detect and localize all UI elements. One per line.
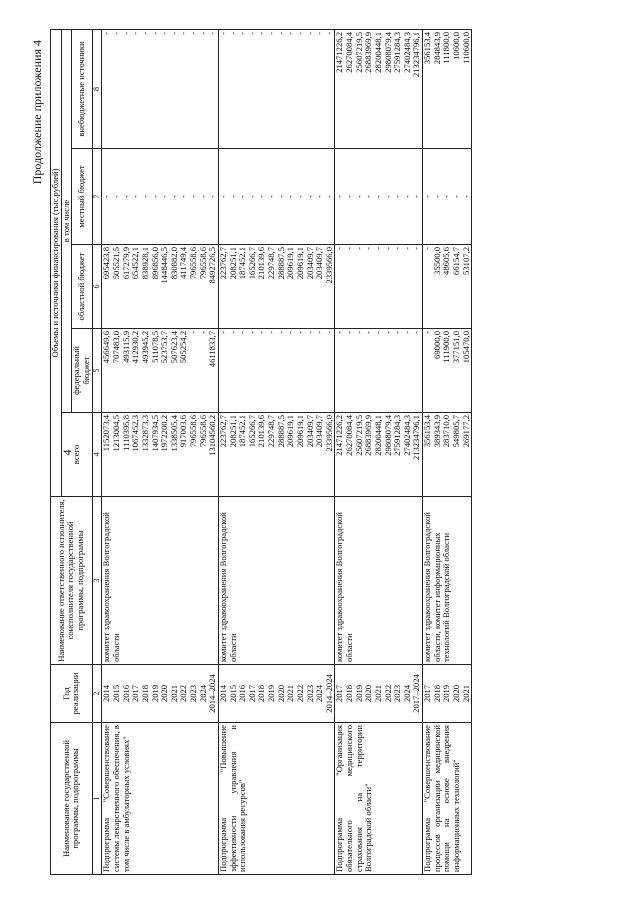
cell-value: 26270084,4 <box>344 415 355 456</box>
table-body <box>102 29 472 874</box>
cell-value: 209619,1 <box>285 415 296 448</box>
cell-value: - <box>178 195 189 198</box>
header-local: местный бюджет <box>72 149 92 245</box>
cell-value: - <box>266 195 277 198</box>
cell-value: 203409,7 <box>314 247 325 280</box>
cell-value: 203409,7 <box>304 415 315 448</box>
cell-value: 105470,0 <box>460 331 471 364</box>
cell-value: 21471226,2 <box>334 415 345 456</box>
cell-value: 2018 <box>139 684 150 703</box>
cell-value: - <box>101 195 112 198</box>
cell-value: 288887,5 <box>275 247 286 280</box>
cell-value: - <box>363 195 374 198</box>
cell-value: - <box>401 247 412 250</box>
continuation-note: Продолжение приложения 4 <box>30 40 44 185</box>
cell-value: 2017 <box>422 684 433 703</box>
cell-value: 377151,0 <box>450 331 461 364</box>
cell-value: 2020 <box>450 684 461 703</box>
cell-value: - <box>382 195 393 198</box>
cell-value: 26883969,9 <box>363 31 374 73</box>
cell-value: 48605,6 <box>441 247 452 275</box>
year-cell <box>102 665 219 723</box>
cell-value: 27591284,3 <box>392 415 403 456</box>
cell-value: 187452,1 <box>237 247 248 280</box>
cell-value: 35500,0 <box>431 247 442 275</box>
cell-value: 2017–2024 <box>411 674 422 713</box>
cell-value: - <box>422 331 433 334</box>
cell-value: - <box>149 195 160 198</box>
cell-value: - <box>392 331 403 334</box>
cell-value: 69000,0 <box>431 331 442 359</box>
page-number: 4 <box>60 449 74 456</box>
cell-value: - <box>207 31 218 35</box>
cell-value: 1067452,3 <box>130 415 141 452</box>
executor-cell: комитет здравоохранения Волгоградской области <box>335 497 423 665</box>
cell-value: 4611833,7 <box>207 331 218 368</box>
cell-value: - <box>411 331 422 334</box>
cell-value: 2014–2024 <box>323 674 334 713</box>
cell-value: 213234796,1 <box>411 31 422 78</box>
cell-value: - <box>197 195 208 198</box>
column-number: 3 <box>92 497 102 665</box>
cell-value: - <box>353 195 364 198</box>
cell-value: - <box>411 247 422 250</box>
header-year: Год реализации <box>51 665 93 723</box>
total-cell <box>102 413 219 497</box>
header-program: Наименование государственной программы, подпрограммы <box>51 723 93 875</box>
cell-value: - <box>217 195 228 198</box>
cell-value: 456649,6 <box>101 331 112 364</box>
cell-value: - <box>130 31 141 35</box>
cell-value: - <box>159 31 170 35</box>
cell-value: - <box>382 247 393 250</box>
cell-value: 523753,7 <box>159 331 170 364</box>
cell-value: 917003,6 <box>178 415 189 448</box>
cell-value: 209619,1 <box>294 247 305 280</box>
executor-cell: комитет здравоохранения Волгоградской области <box>218 497 335 665</box>
cell-value: - <box>314 331 325 334</box>
total-cell <box>218 413 335 497</box>
cell-value: 549805,7 <box>450 415 461 448</box>
cell-value: - <box>323 195 334 198</box>
cell-value: 412930,2 <box>130 331 141 364</box>
cell-value: - <box>285 31 296 35</box>
cell-value: 2339566,0 <box>323 415 334 452</box>
column-number: 6 <box>92 245 102 329</box>
table-row <box>423 29 472 874</box>
cell-value: - <box>237 331 248 334</box>
cell-value: - <box>197 31 208 35</box>
cell-value: - <box>334 331 345 334</box>
cell-value: 2014–2024 <box>207 674 218 713</box>
cell-value: - <box>460 195 471 198</box>
cell-value: 505521,5 <box>111 247 122 280</box>
header-total: всего <box>61 413 92 497</box>
cell-value: 165266,7 <box>246 415 257 448</box>
total-cell <box>423 413 472 497</box>
cell-value: 2024 <box>314 684 325 703</box>
cell-value: 111800,0 <box>441 31 452 64</box>
header-extra: внебюджетные источники <box>72 29 92 148</box>
federal-cell <box>218 329 335 413</box>
cell-value: 511078,5 <box>149 331 160 363</box>
cell-value: 896856,0 <box>149 247 160 280</box>
cell-value: 2019 <box>441 684 452 703</box>
regional-cell <box>423 245 472 329</box>
cell-value: 2339566,0 <box>323 247 334 284</box>
cell-value: - <box>246 195 257 198</box>
cell-value: - <box>441 195 452 198</box>
local-cell <box>102 149 219 245</box>
cell-value: 2018 <box>256 684 267 703</box>
cell-value: 210139,6 <box>256 247 267 280</box>
header-federal: федеральный бюджет <box>72 329 92 413</box>
cell-value: 411749,4 <box>178 247 189 279</box>
program-name-cell: Подпрограмма "Совершенствование системы лекарственного обеспечения, в том числе в амбулаторных условиях" <box>102 723 219 875</box>
regional-cell <box>102 245 219 329</box>
cell-value: 26270084,4 <box>344 31 355 73</box>
cell-value: 25607219,5 <box>353 415 364 456</box>
cell-value: 2016 <box>120 684 131 703</box>
cell-value: 1338505,4 <box>168 415 179 452</box>
cell-value: 2014 <box>217 684 228 703</box>
cell-value: - <box>275 31 286 35</box>
cell-value: - <box>101 31 112 35</box>
column-number: 5 <box>92 329 102 413</box>
cell-value: 2014 <box>101 684 112 703</box>
cell-value: 493115,9 <box>120 331 131 363</box>
year-cell <box>335 665 423 723</box>
cell-value: 1110395,8 <box>120 415 131 451</box>
cell-value: - <box>256 195 267 198</box>
regional-cell <box>335 245 423 329</box>
cell-value: 2020 <box>363 684 374 703</box>
cell-value: 2024 <box>401 684 412 703</box>
cell-value: - <box>246 31 257 35</box>
cell-value: 2024 <box>197 684 208 703</box>
cell-value: 1152073,4 <box>101 415 112 452</box>
cell-value: - <box>304 31 315 35</box>
cell-value: 210139,6 <box>256 415 267 448</box>
cell-value: 203409,7 <box>304 247 315 280</box>
year-cell <box>423 665 472 723</box>
cell-value: - <box>246 331 257 334</box>
cell-value: 830882,0 <box>168 247 179 280</box>
cell-value: - <box>334 195 345 198</box>
cell-value: 2020 <box>275 684 286 703</box>
cell-value: 208251,1 <box>227 415 238 448</box>
cell-value: 2015 <box>111 684 122 703</box>
extra-cell <box>423 29 472 148</box>
cell-value: 208251,1 <box>227 247 238 280</box>
cell-value: 29808079,4 <box>382 415 393 456</box>
cell-value: 27591284,3 <box>392 31 403 73</box>
cell-value: - <box>227 331 238 334</box>
cell-value: - <box>363 247 374 250</box>
cell-value: - <box>188 195 199 198</box>
cell-value: - <box>304 195 315 198</box>
cell-value: 2017 <box>246 684 257 703</box>
cell-value: - <box>323 31 334 35</box>
cell-value: - <box>256 31 267 35</box>
executor-cell: комитет здравоохранения Волгоградской области, комитет информационных технологий Волгоградской области <box>423 497 472 665</box>
cell-value: - <box>422 195 433 198</box>
cell-value: 203409,7 <box>314 415 325 448</box>
cell-value: 29808079,4 <box>382 31 393 73</box>
cell-value: 2023 <box>304 684 315 703</box>
cell-value: - <box>217 331 228 334</box>
cell-value: - <box>207 195 218 198</box>
header-funding-group: Объемы и источники финансирования (тыс.рублей) <box>51 29 62 496</box>
table-row <box>218 29 335 874</box>
local-cell <box>335 149 423 245</box>
cell-value: 8492726,5 <box>207 247 218 284</box>
extra-cell <box>102 29 219 148</box>
cell-value: 28200448,1 <box>372 415 383 456</box>
cell-value: 187452,1 <box>237 415 248 448</box>
cell-value: - <box>139 31 150 35</box>
cell-value: 284843,9 <box>431 31 442 65</box>
cell-value: 209619,1 <box>294 415 305 448</box>
cell-value: 707483,0 <box>111 331 122 364</box>
cell-value: 21471226,2 <box>334 31 345 73</box>
cell-value: 389343,9 <box>431 415 442 448</box>
cell-value: - <box>217 31 228 35</box>
cell-value: - <box>382 331 393 334</box>
cell-value: - <box>422 247 433 250</box>
program-name-cell: Подпрограмма "Совершенствование процессов организации медицинской помощи на основе внедрения информационных технологий" <box>423 723 472 875</box>
program-name-cell: Подпрограмма "Повышение эффективности управления и использования ресурсов" <box>218 723 335 875</box>
cell-value: 209619,1 <box>285 247 296 280</box>
cell-value: - <box>188 331 199 334</box>
extra-cell <box>335 29 423 148</box>
cell-value: - <box>168 31 179 35</box>
cell-value: - <box>431 195 442 198</box>
regional-cell <box>218 245 335 329</box>
cell-value: - <box>294 195 305 198</box>
table-row <box>335 29 423 874</box>
cell-value: - <box>363 331 374 334</box>
cell-value: - <box>159 195 170 198</box>
local-cell <box>423 149 472 245</box>
cell-value: - <box>111 195 122 198</box>
extra-cell <box>218 29 335 148</box>
cell-value: 10600,0 <box>450 31 461 60</box>
cell-value: 27402484,3 <box>401 415 412 456</box>
cell-value: 25607219,5 <box>353 31 364 73</box>
cell-value: 1407934,5 <box>149 415 160 452</box>
cell-value: - <box>139 195 150 198</box>
year-cell <box>218 665 335 723</box>
header-regional: областной бюджет <box>72 245 92 329</box>
cell-value: - <box>294 331 305 334</box>
cell-value: - <box>294 31 305 35</box>
cell-value: 53107,2 <box>460 247 471 275</box>
cell-value: - <box>314 31 325 35</box>
cell-value: 2017 <box>130 684 141 703</box>
federal-cell <box>423 329 472 413</box>
cell-value: - <box>334 247 345 250</box>
cell-value: - <box>120 195 131 198</box>
cell-value: - <box>168 195 179 198</box>
cell-value: 269177,2 <box>460 415 471 448</box>
header-executor: Наименование ответственного исполнителя, соисполнителя государственной программы, подпрограммы <box>51 497 93 665</box>
cell-value: 1213004,5 <box>111 415 122 452</box>
cell-value: - <box>266 331 277 334</box>
cell-value: 356153,4 <box>422 415 433 448</box>
cell-value: - <box>130 195 141 198</box>
executor-cell: комитет здравоохранения Волгоградской области <box>102 497 219 665</box>
cell-value: 2021 <box>460 684 471 703</box>
program-name-cell: Подпрограмма "Организация обязательного медицинского страхования на территории Волгоградской области" <box>335 723 423 875</box>
cell-value: 617279,9 <box>120 247 131 280</box>
cell-value: - <box>304 331 315 334</box>
column-number: 2 <box>92 665 102 723</box>
cell-value: 654522,1 <box>130 247 141 280</box>
cell-value: - <box>275 331 286 334</box>
cell-value: 26883969,9 <box>363 415 374 456</box>
cell-value: - <box>256 331 267 334</box>
cell-value: 2021 <box>372 684 383 703</box>
cell-value: 1332873,3 <box>139 415 150 452</box>
cell-value: - <box>314 195 325 198</box>
cell-value: - <box>353 247 364 250</box>
cell-value: 66154,7 <box>450 247 461 275</box>
cell-value: 213234796,1 <box>411 415 422 461</box>
cell-value: 1972200,2 <box>159 415 170 452</box>
cell-value: - <box>197 331 208 334</box>
cell-value: 2022 <box>294 684 305 703</box>
federal-cell <box>102 329 219 413</box>
column-number: 8 <box>92 29 102 148</box>
cell-value: - <box>227 31 238 35</box>
cell-value: 288887,5 <box>275 415 286 448</box>
cell-value: - <box>392 247 403 250</box>
cell-value: - <box>372 247 383 250</box>
cell-value: 2022 <box>178 684 189 703</box>
cell-value: 2020 <box>159 684 170 703</box>
cell-value: - <box>392 195 403 198</box>
cell-value: - <box>237 195 248 198</box>
column-number: 7 <box>92 149 102 245</box>
cell-value: - <box>401 195 412 198</box>
cell-value: 2023 <box>392 684 403 703</box>
table-row <box>102 29 219 874</box>
cell-value: - <box>401 331 412 334</box>
cell-value: 28200448,1 <box>372 31 383 73</box>
cell-value: 2017 <box>334 684 345 703</box>
cell-value: 229748,7 <box>266 247 277 280</box>
cell-value: - <box>149 31 160 35</box>
cell-value: - <box>237 31 248 35</box>
cell-value: 2023 <box>188 684 199 703</box>
cell-value: 838928,1 <box>139 247 150 280</box>
cell-value: 2015 <box>227 684 238 703</box>
cell-value: 796558,6 <box>188 415 199 448</box>
cell-value: - <box>285 195 296 198</box>
funding-table <box>50 29 472 875</box>
cell-value: 283710,0 <box>441 415 452 448</box>
cell-value: 2022 <box>382 684 393 703</box>
cell-value: 2019 <box>266 684 277 703</box>
cell-value: - <box>372 195 383 198</box>
cell-value: 695423,8 <box>101 247 112 280</box>
local-cell <box>218 149 335 245</box>
cell-value: 13104560,2 <box>207 415 218 456</box>
cell-value: 2021 <box>168 684 179 703</box>
cell-value: 2021 <box>285 684 296 703</box>
cell-value: 356153,4 <box>422 31 433 65</box>
cell-value: - <box>450 195 461 198</box>
cell-value: - <box>411 195 422 198</box>
column-number: 4 <box>92 413 102 497</box>
table-header <box>51 29 102 874</box>
cell-value: - <box>344 331 355 334</box>
cell-value: - <box>372 331 383 334</box>
cell-value: - <box>344 247 355 250</box>
cell-value: 229748,7 <box>266 415 277 448</box>
cell-value: - <box>285 331 296 334</box>
cell-value: 2019 <box>149 684 160 703</box>
cell-value: 27402484,3 <box>401 31 412 73</box>
cell-value: - <box>188 31 199 35</box>
cell-value: - <box>344 195 355 198</box>
cell-value: 796558,6 <box>197 247 208 280</box>
cell-value: 2018 <box>344 684 355 703</box>
total-cell <box>335 413 423 497</box>
cell-value: - <box>323 331 334 334</box>
cell-value: - <box>266 31 277 35</box>
cell-value: - <box>111 31 122 35</box>
cell-value: 493945,2 <box>139 331 150 364</box>
cell-value: 2016 <box>237 684 248 703</box>
cell-value: 165266,7 <box>246 247 257 280</box>
cell-value: 1448446,5 <box>159 247 170 284</box>
cell-value: - <box>178 31 189 35</box>
cell-value: 2019 <box>353 684 364 703</box>
cell-value: 505254,2 <box>178 331 189 364</box>
cell-value: 796558,6 <box>197 415 208 448</box>
cell-value: 111900,0 <box>441 331 452 363</box>
cell-value: - <box>120 31 131 35</box>
federal-cell <box>335 329 423 413</box>
column-number: 1 <box>92 723 102 875</box>
cell-value: - <box>227 195 238 198</box>
header-including: в том числе <box>61 29 72 412</box>
cell-value: 223762,7 <box>217 247 228 280</box>
cell-value: 110600,0 <box>460 31 471 64</box>
cell-value: 507623,4 <box>168 331 179 364</box>
cell-value: 2018 <box>431 684 442 703</box>
cell-value: - <box>275 195 286 198</box>
cell-value: 796558,6 <box>188 247 199 280</box>
cell-value: - <box>353 331 364 334</box>
cell-value: 223762,7 <box>217 415 228 448</box>
